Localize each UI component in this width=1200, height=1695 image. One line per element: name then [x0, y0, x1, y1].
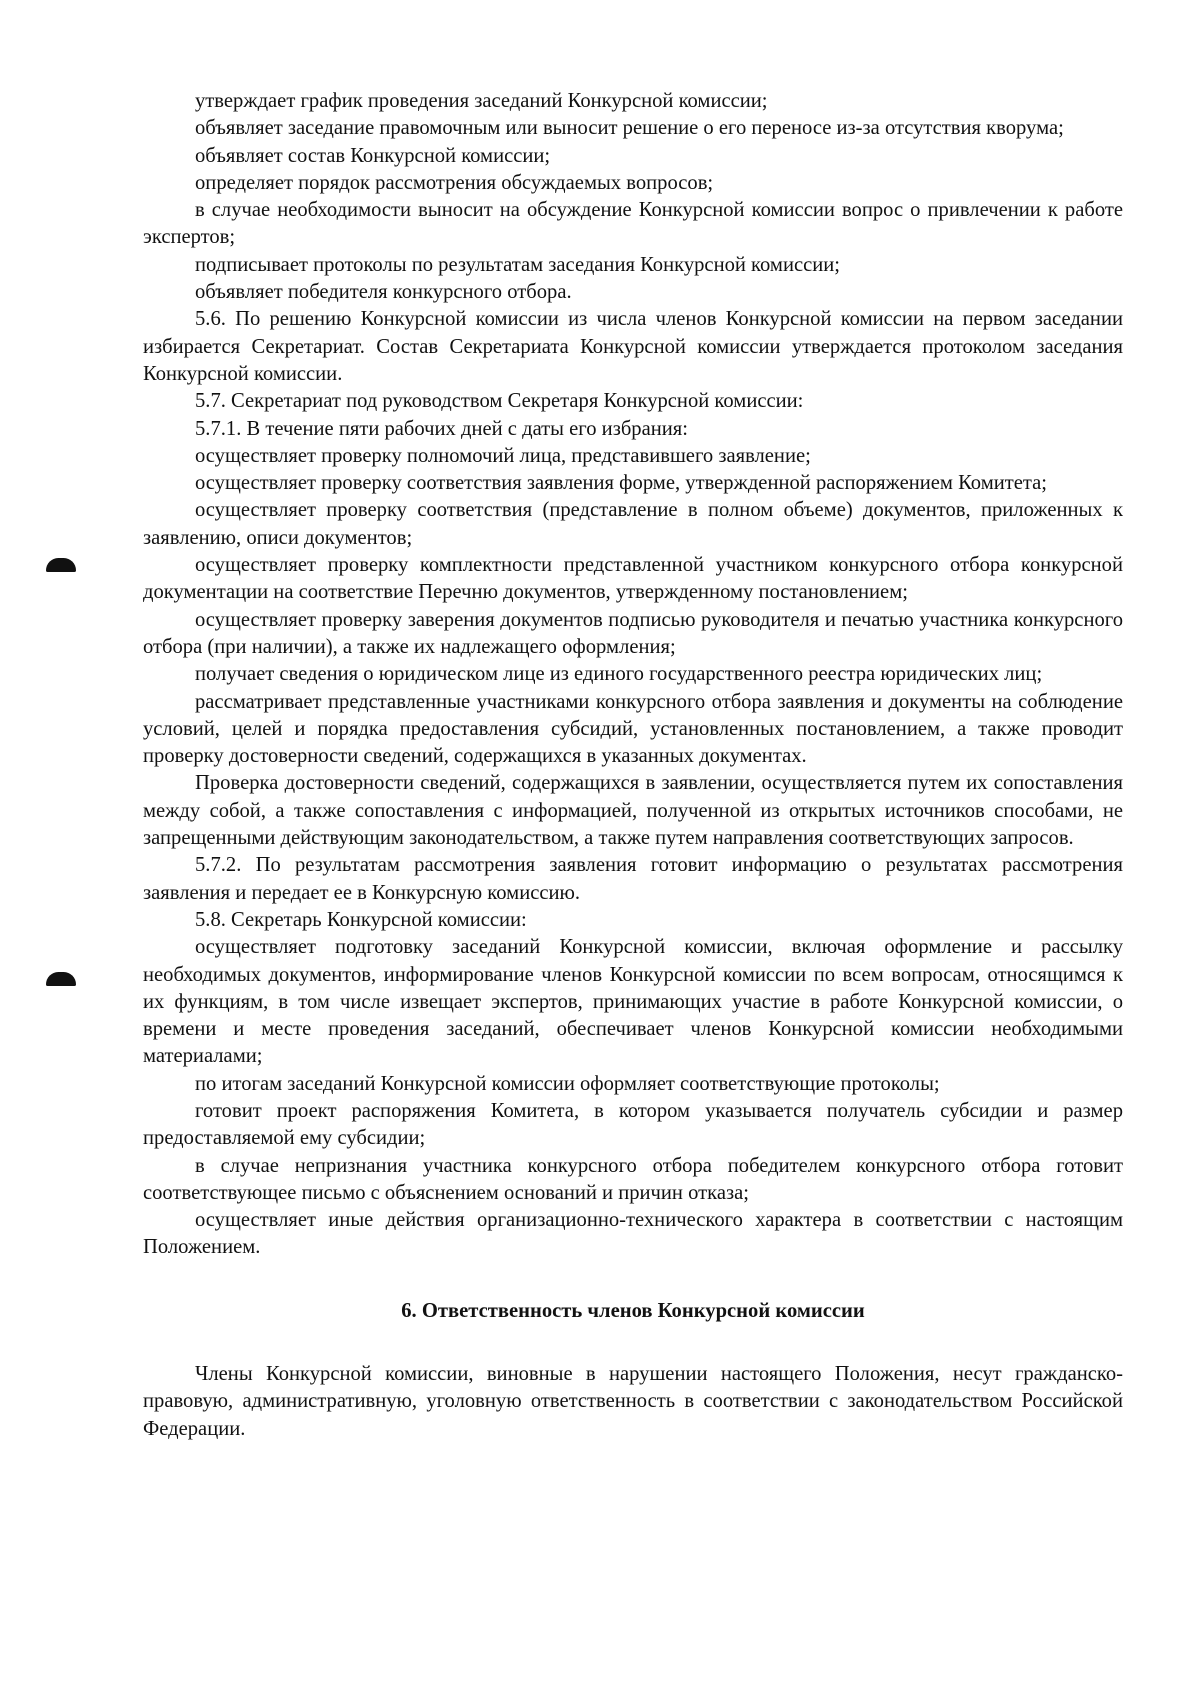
- paragraph: осуществляет проверку заверения документов подписью руководителя и печатью участника конкурсного отбора (при наличии), а также их надлежащего оформления;: [143, 608, 1123, 658]
- paragraph: 5.6. По решению Конкурсной комиссии из числа членов Конкурсной комиссии на первом заседании избирается Секретариат. Состав Секретариата Конкурсной комиссии утверждается протоколом заседания Конкурсной комиссии.: [143, 308, 1123, 385]
- paragraph: 5.7. Секретариат под руководством Секретаря Конкурсной комиссии:: [195, 390, 804, 413]
- paragraph: по итогам заседаний Конкурсной комиссии оформляет соответствующие протоколы;: [195, 1072, 940, 1095]
- paragraph: осуществляет проверку комплектности представленной участником конкурсного отбора конкурсной документации на соответствие Перечню документов, утвержденному постановлением;: [143, 554, 1123, 604]
- paragraph: объявляет состав Конкурсной комиссии;: [195, 144, 551, 167]
- paragraph: 5.7.2. По результатам рассмотрения заявления готовит информацию о результатах рассмотрения заявления и передает ее в Конкурсную комиссию.: [143, 854, 1123, 904]
- paragraph: осуществляет проверку полномочий лица, представившего заявление;: [195, 444, 811, 467]
- paragraph: готовит проект распоряжения Комитета, в котором указывается получатель субсидии и размер предоставляемой ему субсидии;: [143, 1099, 1123, 1150]
- paragraph: подписывает протоколы по результатам заседания Конкурсной комиссии;: [195, 253, 841, 276]
- paragraph: осуществляет подготовку заседаний Конкурсной комиссии, включая оформление и рассылку необходимых документов, информирование членов Конкурсной комиссии по всем вопросам, относящимся к их функциям, в том числе извещает экспертов, принимающих участие в работе Конкурсной комиссии, о времени и месте проведения заседаний, обеспечивает членов Конкурсной комиссии необходимыми материалами;: [143, 936, 1123, 1068]
- paragraph: в случае непризнания участника конкурсного отбора победителем конкурсного отбора готовит соответствующее письмо с объяснением оснований и причин отказа;: [143, 1154, 1123, 1204]
- paragraph: определяет порядок рассмотрения обсуждаемых вопросов;: [195, 171, 714, 194]
- paragraph: рассматривает представленные участниками конкурсного отбора заявления и документы на соблюдение условий, целей и порядка предоставления субсидий, установленных постановлением, а также проводит проверку достоверности сведений, содержащихся в указанных документах.: [143, 690, 1123, 768]
- paragraph: в случае необходимости выносит на обсуждение Конкурсной комиссии вопрос о привлечении к работе экспертов;: [143, 199, 1123, 249]
- paragraph: осуществляет иные действия организационно-технического характера в соответствии с настоящим Положением.: [143, 1209, 1123, 1259]
- paragraph: объявляет победителя конкурсного отбора.: [195, 281, 572, 304]
- paragraph: 5.7.1. В течение пяти рабочих дней с даты его избрания:: [195, 417, 688, 440]
- paragraph: объявляет заседание правомочным или выносит решение о его переносе из-за отсутствия кворума;: [195, 117, 1064, 140]
- section-heading: 6. Ответственность членов Конкурсной комиссии: [401, 1299, 865, 1322]
- paragraph: осуществляет проверку соответствия заявления форме, утвержденной распоряжением Комитета;: [195, 472, 1048, 495]
- paragraph: получает сведения о юридическом лице из единого государственного реестра юридических лиц;: [195, 663, 1043, 686]
- document-page: [143, 88, 1123, 1443]
- final-paragraph: Члены Конкурсной комиссии, виновные в нарушении настоящего Положения, несут гражданско-правовую, административную, уголовную ответственность в соответствии с законодательством Российской Федерации.: [143, 1363, 1123, 1440]
- paragraph: утверждает график проведения заседаний Конкурсной комиссии;: [195, 90, 768, 112]
- paragraph: 5.8. Секретарь Конкурсной комиссии:: [195, 908, 527, 931]
- paragraph: Проверка достоверности сведений, содержащихся в заявлении, осуществляется путем их сопоставления между собой, а также сопоставления с информацией, полученной из открытых источников способами, не запрещенными действующим законодательством, а также путем направления соответствующих запросов.: [143, 772, 1123, 850]
- binder-hole-mark-bottom: [46, 972, 76, 986]
- paragraph: осуществляет проверку соответствия (представление в полном объеме) документов, приложенных к заявлению, описи документов;: [143, 499, 1123, 549]
- binder-hole-mark-top: [46, 558, 76, 572]
